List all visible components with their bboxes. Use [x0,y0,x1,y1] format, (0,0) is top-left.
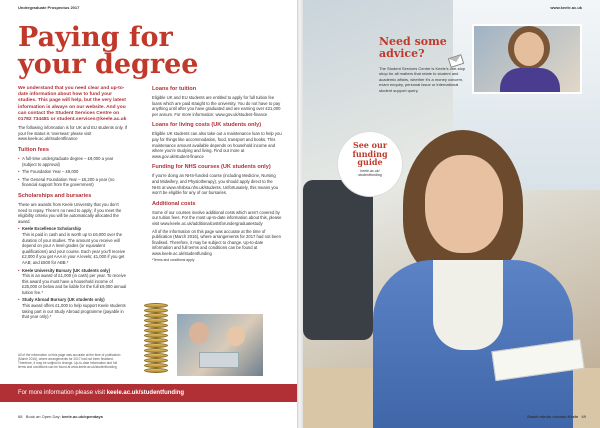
coin-stack-image [142,303,170,377]
opendays-link[interactable]: keele.ac.uk/opendays [61,414,103,419]
running-header-url: www.keele.ac.uk [550,5,582,10]
column-left [18,86,128,320]
list-item: • Keele University Bursary (UK students only) This is an award of £1,000 (in cash) per year. To receive this award you must have a household income of £25,000 or below and be liable for the full £9,000 annual tuition fee.* [18,268,128,296]
scholarships-text: These are awards from Keele University that you don't need to repay. There's no need to apply; if you meet the eligibility criteria you will be automatically allocated the award. [18,201,122,224]
loans-living-text: Eligible UK students can also take out a maintenance loan to help you pay for things like accommodation, food, transport and books. This maintenance amount available depends on household income and where you're studying and living. Find out more at www.gov.uk/student-finance [152,131,282,159]
funding-guide-heading: See our funding guide [352,140,388,168]
page-footer-left: 68 Book an Open Day: keele.ac.uk/opendays [18,414,103,419]
column-right [152,86,282,264]
advice-text: The Student Services Centre is Keele's one-stop shop for all matters that relate to student and academic affairs, whether it's a money concern, exam enquiry, personal issue or international student support query. [379,66,466,93]
scholarships-list [18,226,128,320]
advisor-photo [472,24,582,94]
list-item: • The Foundation Year – £9,000 [18,169,128,175]
list-item: • A full-time undergraduate degree – £9,000 a year (subject to approval) [18,156,128,167]
intro-note: The following information is for UK and EU students only. If your fee status is 'overseas' please visit www.keele.ac.uk/studentfinance [18,125,128,142]
page-footer-right: Smart minds choose Keele 69 [527,414,586,419]
left-page [0,0,297,428]
studentfunding-link[interactable]: keele.ac.uk/studentfunding [106,390,185,396]
page-title: Paying for your degree [18,22,199,80]
list-item: • The General Foundation Year – £5,200 a year (no financial support from the government) [18,177,128,188]
nhs-text: If you're doing an NHS-funded course (including Medicine, Nursing and Midwifery, and Physiotherapy), you should apply direct to the NHS at www.nhsbsa.nhs.uk/students. Unfortunately, this means you won't be eligible for any of our bursaries. [152,173,279,196]
accuracy-note: All of the information on this page was accurate at the time of publication (March 2016), where arrangements for 2017 had not been finalised. Therefore, it may be subject to change. Up-to-date information and full terms and conditions can be found at www.keele.ac.uk/studentfunding [18,353,121,369]
right-page [303,0,600,428]
nhs-heading: Funding for NHS courses (UK students only) [152,164,271,171]
advice-heading: Need some advice? [379,35,447,60]
list-item: • Study Abroad Bursary (UK students only) This award offers £1,000 to help support Keele students taking part in our Study Abroad programme (payable in that year only).* [18,297,128,319]
list-item: • Keele Excellence Scholarship This is paid in cash and is worth up to £6,000 over the duration of your studies. The amount you receive will depend on your A level grades (or equivalent qualifications) and your course. Each year you'll receive £2,000 if you get AAA in your A levels; £1,000 if you get AAB; and £500 for ABB.* [18,226,128,265]
info-bar: For more information please visit keele.ac.uk/studentfunding [0,384,297,402]
loans-tuition-heading: Loans for tuition [152,86,197,92]
loans-living-heading: Loans for living costs (UK students only) [152,122,262,129]
funding-guide-url[interactable]: keele.ac.uk/ studentfunding [358,168,382,178]
intro-text: We understand that you need clear and up-to-date information about how to fund your studies. This page will help, but the very latest information is always on our website. And you can contact the Student Services Centre on 01782 734481 or student.services@keele.ac.uk [18,86,127,123]
running-header: Undergraduate Prospectus 2017 [18,5,80,10]
students-laptop-photo [177,314,263,376]
terms-footnote: *Terms and conditions apply [152,258,195,263]
additional-text: Some of our courses involve additional costs which aren't covered by our tuition fees. For the most up-to-date information about this, please visit www.keele.ac.uk/additionalcostsforundergraduatestudy [152,209,282,226]
scholarships-heading: Scholarships and bursaries [18,192,92,199]
additional-text-2: All of the information on this page was accurate at the time of publication (March 2016), where arrangements for 2017 had not been finalised. Therefore, it may be subject to change. Up-to-date information and full terms and conditions can be found at www.keele.ac.uk/studentfunding [152,228,281,256]
tuition-heading: Tuition fees [18,147,49,153]
additional-heading: Additional costs [152,200,196,207]
funding-guide-badge[interactable] [338,132,402,196]
tuition-list [18,156,128,188]
loans-tuition-text: Eligible UK and EU students are entitled to apply for full tuition fee loans which are paid straight to the university. You do not have to pay anything until after you have graduated and are earning over £21,000 per annum. For more information: www.gov.uk/student-finance [152,95,281,117]
